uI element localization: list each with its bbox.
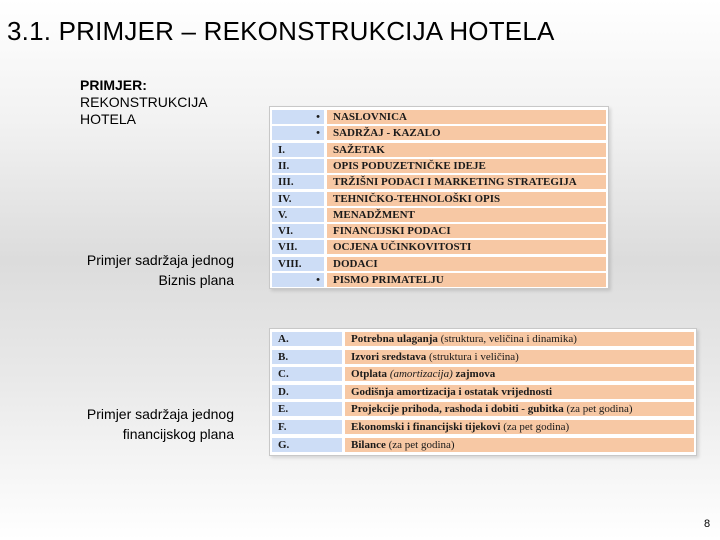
business-plan-row <box>272 175 606 189</box>
row-title <box>327 126 606 140</box>
row-title <box>345 385 694 399</box>
business-plan-caption-line-1: Primjer sadržaja jednog <box>86 252 234 268</box>
financial-plan-row <box>272 367 694 381</box>
row-marker: VII. <box>272 240 324 254</box>
row-title-text: Ekonomski i financijski tijekovi <box>351 421 501 433</box>
slide-title: 3.1. PRIMJER – REKONSTRUKCIJA HOTELA <box>7 16 555 46</box>
row-title <box>345 402 694 416</box>
row-title <box>327 208 606 222</box>
row-marker: III. <box>272 175 324 189</box>
business-plan-caption-line-2: Biznis plana <box>158 272 234 288</box>
row-title-note: (za pet godina) <box>500 421 570 433</box>
row-title-text: OCJENA UČINKOVITOSTI <box>333 241 472 254</box>
row-title <box>327 224 606 238</box>
row-marker: F. <box>272 420 342 434</box>
row-marker: • <box>272 273 324 287</box>
row-title-text: Bilance <box>351 438 386 451</box>
financial-plan-row <box>272 438 694 452</box>
row-title-text: SADRŽAJ - KAZALO <box>333 127 441 140</box>
row-title-text: TEHNIČKO-TEHNOLOŠKI OPIS <box>333 192 501 205</box>
row-marker: G. <box>272 438 342 452</box>
row-title-italic: (amortizacija) <box>389 368 453 381</box>
row-title-text: SAŽETAK <box>333 143 385 156</box>
row-marker: II. <box>272 159 324 173</box>
row-marker: C. <box>272 367 342 381</box>
business-plan-row <box>272 192 606 206</box>
financial-plan-caption <box>87 404 234 444</box>
financial-plan-row <box>272 332 694 346</box>
business-plan-row <box>272 224 606 238</box>
row-title <box>327 192 606 206</box>
business-plan-row <box>272 126 606 140</box>
row-marker: • <box>272 126 324 140</box>
row-title <box>345 350 694 364</box>
example-name-line-2: HOTELA <box>80 111 137 127</box>
row-marker: VIII. <box>272 257 324 271</box>
row-marker: V. <box>272 208 324 222</box>
row-title-text: MENADŽMENT <box>333 208 415 221</box>
row-marker: VI. <box>272 224 324 238</box>
financial-plan-contents-table <box>269 328 697 456</box>
business-plan-row <box>272 273 606 287</box>
row-title-text: Godišnja amortizacija i ostatak vrijednosti <box>351 385 553 398</box>
row-title-text: Potrebna ulaganja <box>351 333 438 345</box>
financial-plan-row <box>272 402 694 416</box>
row-title <box>345 438 694 452</box>
row-title <box>327 175 606 189</box>
business-plan-row <box>272 159 606 173</box>
financial-plan-caption-line-1: Primjer sadržaja jednog <box>86 406 234 422</box>
business-plan-row <box>272 110 606 124</box>
row-title <box>345 420 694 434</box>
row-title-tail: zajmova <box>452 368 496 381</box>
row-title <box>327 257 606 271</box>
financial-plan-caption-line-2: financijskog plana <box>122 426 234 442</box>
row-marker: • <box>272 110 324 124</box>
row-title-note: (za pet godina) <box>385 438 455 451</box>
row-title-text: TRŽIŠNI PODACI I MARKETING STRATEGIJA <box>333 176 577 189</box>
business-plan-row <box>272 240 606 254</box>
business-plan-row <box>272 208 606 222</box>
row-marker: E. <box>272 402 342 416</box>
row-marker: I. <box>272 143 324 157</box>
row-title-note: (struktura i veličina) <box>426 350 519 363</box>
row-title-text: FINANCIJSKI PODACI <box>333 225 451 238</box>
row-title-text: NASLOVNICA <box>333 111 407 123</box>
financial-plan-row <box>272 385 694 399</box>
row-marker: D. <box>272 385 342 399</box>
row-title <box>327 240 606 254</box>
row-title-text: Projekcije prihoda, rashoda i dobiti - gubitka <box>351 403 564 416</box>
row-title-note: (za pet godina) <box>563 403 633 416</box>
page-number: 8 <box>704 518 711 530</box>
row-title <box>327 159 606 173</box>
row-title-text: OPIS PODUZETNIČKE IDEJE <box>333 159 486 172</box>
example-label: PRIMJER: <box>80 77 147 93</box>
row-title-text: PISMO PRIMATELJU <box>333 274 444 286</box>
business-plan-row <box>272 143 606 157</box>
row-title-text: DODACI <box>333 257 378 270</box>
financial-plan-row <box>272 350 694 364</box>
row-title <box>327 273 606 287</box>
row-title <box>327 143 606 157</box>
row-marker: A. <box>272 332 342 346</box>
row-title <box>345 367 694 381</box>
row-marker: B. <box>272 350 342 364</box>
row-marker: IV. <box>272 192 324 206</box>
row-title <box>345 332 694 346</box>
example-heading <box>80 77 208 128</box>
business-plan-caption <box>87 250 234 290</box>
business-plan-row <box>272 257 606 271</box>
row-title-text: Izvori sredstava <box>351 350 427 363</box>
financial-plan-row <box>272 420 694 434</box>
example-name-line-1: REKONSTRUKCIJA <box>80 94 208 110</box>
row-title-text: Otplata <box>351 368 390 381</box>
business-plan-contents-table <box>269 106 609 289</box>
row-title-note: (struktura, veličina i dinamika) <box>437 333 577 345</box>
row-title <box>327 110 606 124</box>
